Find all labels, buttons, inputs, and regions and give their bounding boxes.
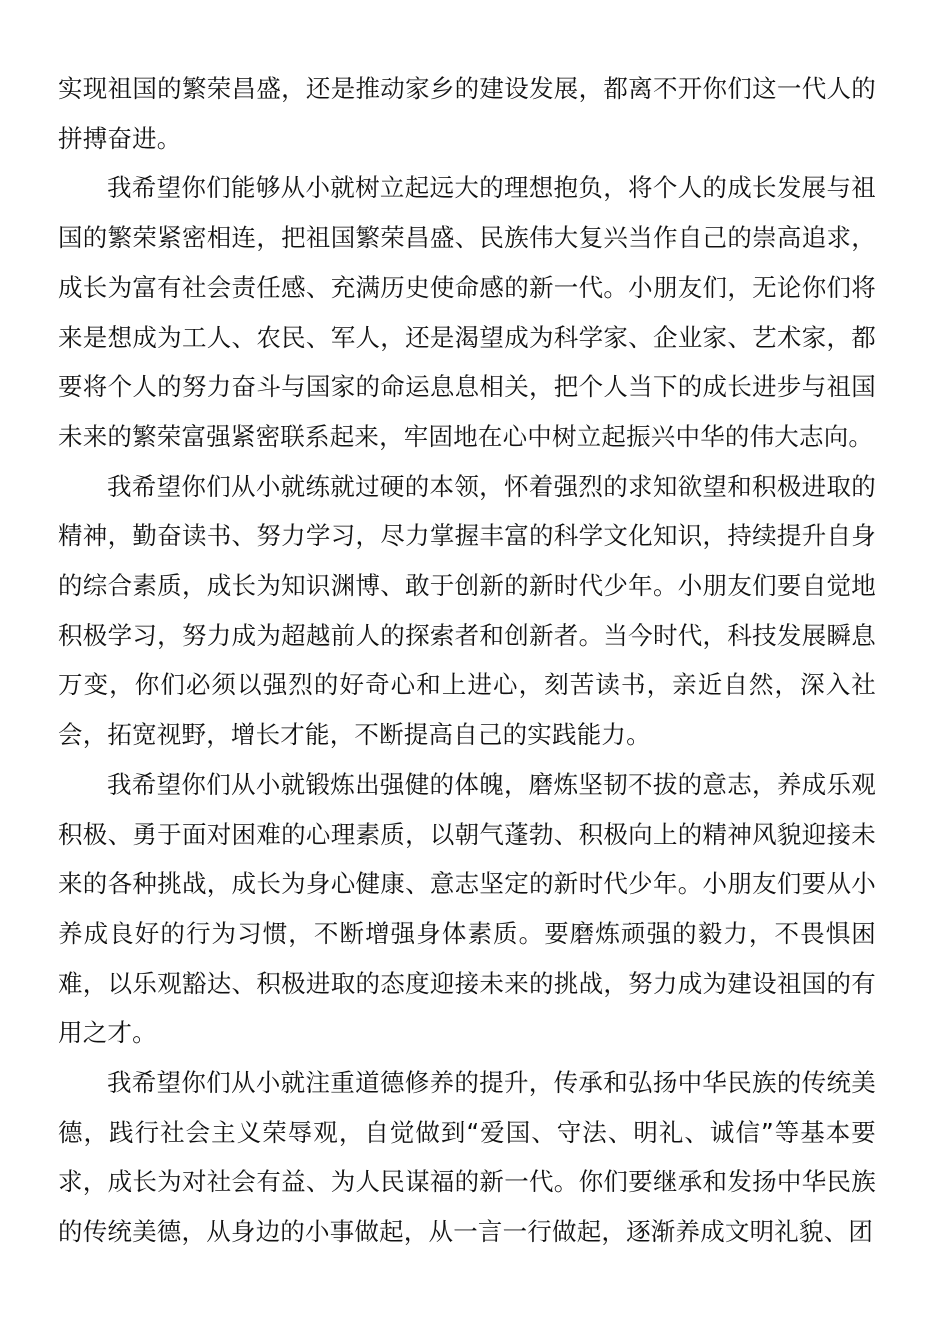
paragraph-physique: 我希望你们从小就锻炼出强健的体魄，磨炼坚韧不拔的意志，养成乐观积极、勇于面对困难的心理素质，以朝气蓬勃、积极向上的精神风貌迎接未来的各种挑战，成长为身心健康、意志坚定的新时代少年。小朋友们要从小养成良好的行为习惯，不断增强身体素质。要磨炼顽强的毅力，不畏惧困难，以乐观豁达、积极进取的态度迎接未来的挑战，努力成为建设祖国的有用之才。 bbox=[58, 769, 876, 1048]
paragraph-morality: 我希望你们从小就注重道德修养的提升，传承和弘扬中华民族的传统美德，践行社会主义荣辱观，自觉做到“爱国、守法、明礼、诚信”等基本要求，成长为对社会有益、为人民谋福的新一代。你们要继承和发扬中华民族的传统美德，从身边的小事做起，从一言一行做起，逐渐养成文明礼貌、团 bbox=[58, 1068, 876, 1247]
paragraph-ideals: 我希望你们能够从小就树立起远大的理想抱负，将个人的成长发展与祖国的繁荣紧密相连，把祖国繁荣昌盛、民族伟大复兴当作自己的崇高追求，成长为富有社会责任感、充满历史使命感的新一代。小朋友们，无论你们将来是想成为工人、农民、军人，还是渴望成为科学家、企业家、艺术家，都要将个人的努力奋斗与国家的命运息息相关，把个人当下的成长进步与祖国未来的繁荣富强紧密联系起来，牢固地在心中树立起振兴中华的伟大志向。 bbox=[58, 173, 876, 451]
paragraph-continuation: 实现祖国的繁荣昌盛，还是推动家乡的建设发展，都离不开你们这一代人的拼搏奋进。 bbox=[58, 74, 876, 153]
paragraph-skills: 我希望你们从小就练就过硬的本领，怀着强烈的求知欲望和积极进取的精神，勤奋读书、努力学习，尽力掌握丰富的科学文化知识，持续提升自身的综合素质，成长为知识渊博、敢于创新的新时代少年。小朋友们要自觉地积极学习，努力成为超越前人的探索者和创新者。当今时代，科技发展瞬息万变，你们必须以强烈的好奇心和上进心，刻苦读书，亲近自然，深入社会，拓宽视野，增长才能，不断提高自己的实践能力。 bbox=[58, 471, 876, 750]
document-page bbox=[58, 64, 876, 1257]
